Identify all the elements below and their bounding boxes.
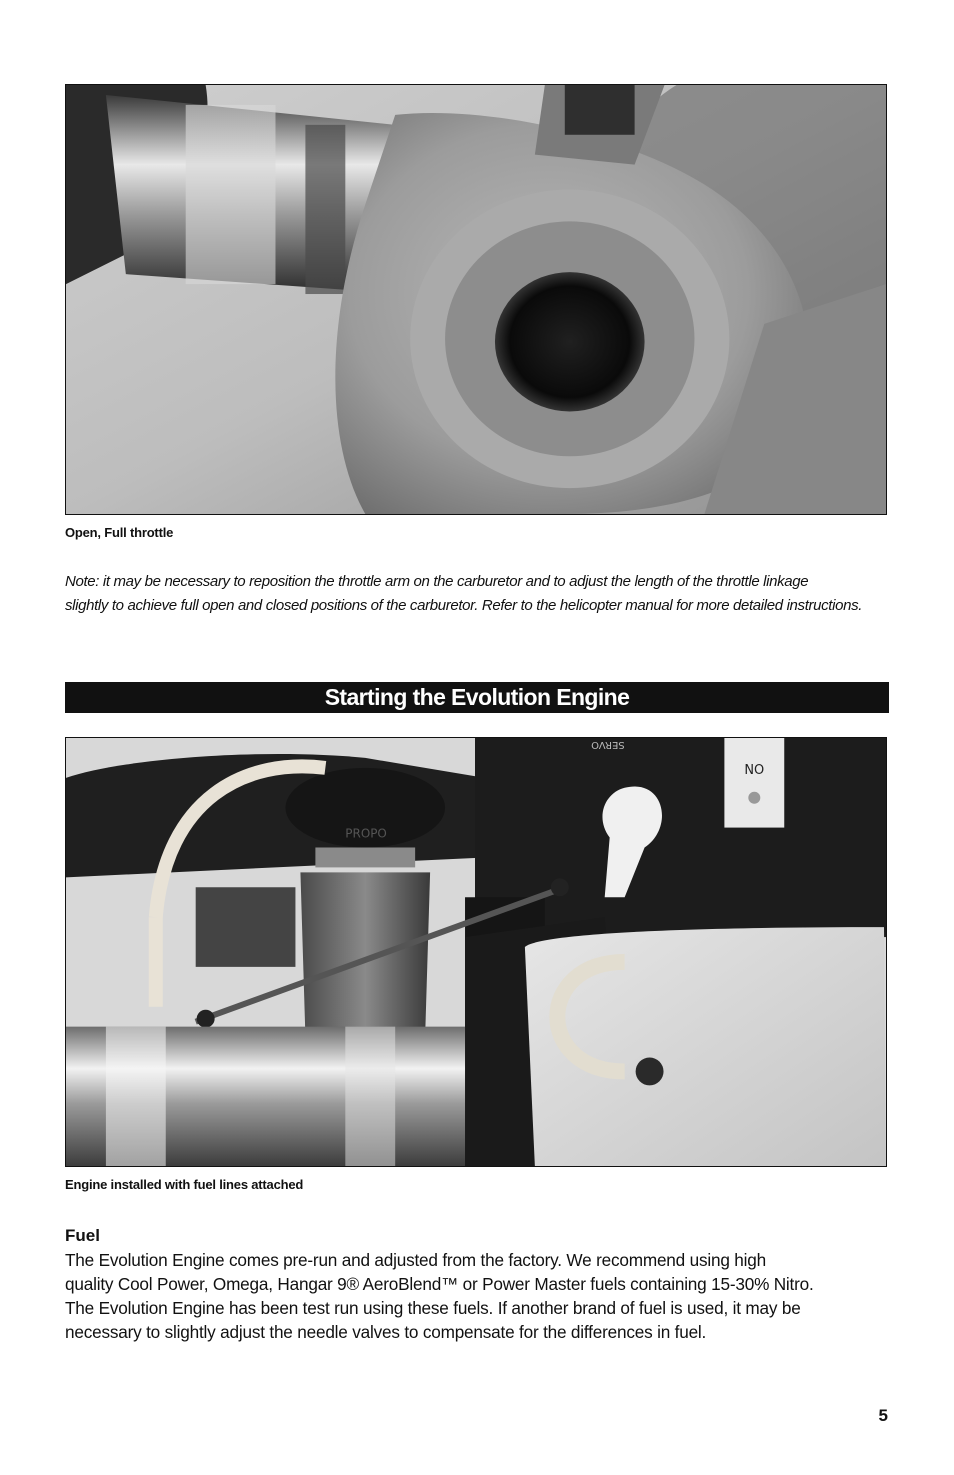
fuel-paragraph — [65, 1248, 887, 1344]
photo2-caption: Engine installed with fuel lines attached — [65, 1177, 304, 1192]
fuel-line: quality Cool Power, Omega, Hangar 9® AeroBlend™ or Power Master fuels containing 15-30% Nitro. — [65, 1274, 814, 1294]
engine-installed-photo — [65, 737, 887, 1167]
carburetor-photo — [65, 84, 887, 515]
note-line: Note: it may be necessary to reposition the throttle arm on the carburetor and to adjust the length of the throttle linkage — [65, 573, 809, 590]
engine-image — [66, 738, 886, 1166]
section-title: Starting the Evolution Engine — [65, 682, 889, 713]
servo-label: SERVO — [591, 738, 625, 750]
fuel-line: The Evolution Engine has been test run using these fuels. If another brand of fuel is used, it may be — [65, 1298, 801, 1318]
fuel-line: necessary to slightly adjust the needle valves to compensate for the differences in fuel. — [65, 1322, 707, 1342]
throttle-note — [65, 570, 887, 618]
photo1-caption: Open, Full throttle — [65, 525, 174, 540]
note-line: slightly to achieve full open and closed positions of the carburetor. Refer to the helicopter manual for more detailed instructions. — [65, 597, 863, 614]
fuel-line: The Evolution Engine comes pre-run and adjusted from the factory. We recommend using high — [65, 1250, 766, 1270]
fuel-heading: Fuel — [65, 1226, 100, 1245]
switch-label: NO — [744, 762, 765, 778]
carburetor-image — [66, 85, 886, 514]
page-number: 5 — [878, 1406, 888, 1425]
propo-label: PROPO — [345, 826, 387, 841]
